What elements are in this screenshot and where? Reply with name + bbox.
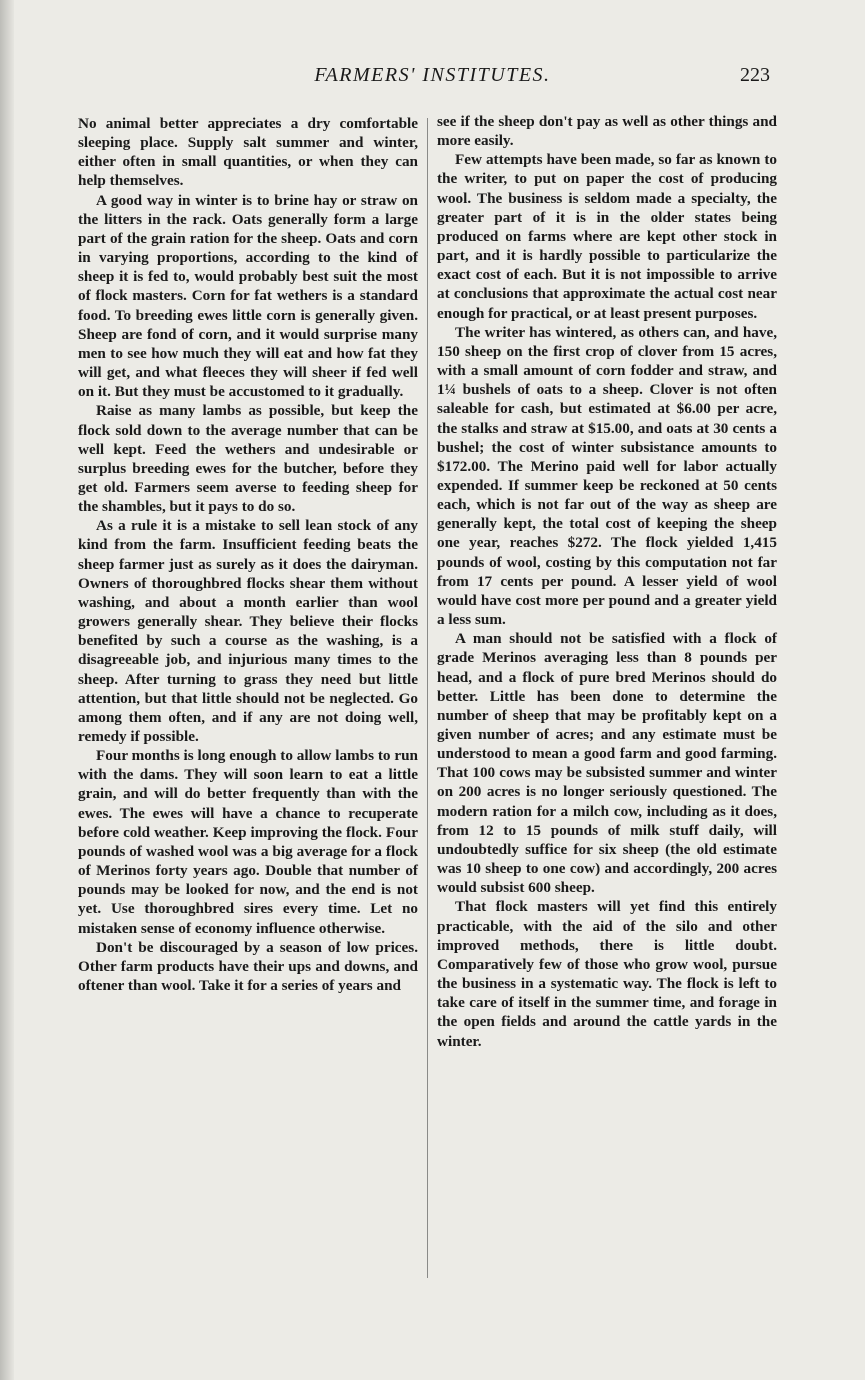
paragraph: Raise as many lambs as possible, but keep the flock sold down to the average number that can be well kept. Feed the wethers and undesirable or surplus breeding ewes for the butcher, before they get old. Farmers seem averse to feeding sheep for the shambles, but it pays to do so. [78, 402, 418, 516]
page-number: 223 [740, 64, 770, 86]
paragraph: No animal better appreciates a dry comfortable sleeping place. Supply salt summer and winter, either often in small quantities, or when they can help themselves. [78, 115, 418, 190]
left-column [78, 114, 418, 995]
paragraph: A good way in winter is to brine hay or straw on the litters in the rack. Oats generally form a large part of the grain ration for the sheep. Oats and corn in varying proportions, according to the kind of sheep it is fed to, would probably best suit the most of flock masters. Corn for fat wethers is a standard food. To breeding ewes little corn is generally given. Sheep are fond of corn, and it would surprise many men to see how much they will eat and how fat they will get, and what fleeces they will sheer if fed well on it. But they must be accustomed to it gradually. [78, 191, 418, 401]
right-column [437, 112, 777, 1051]
paragraph: see if the sheep don't pay as well as other things and more easily. [437, 113, 777, 150]
page-spine-shadow [0, 0, 14, 1380]
paragraph: The writer has wintered, as others can, and have, 150 sheep on the first crop of clover from 15 acres, with a small amount of corn fodder and straw, and 1¼ bushels of oats to a sheep. Clover is not often saleable for cash, but estimated at $6.00 per acre, the stalks and straw at $15.00, and oats at 30 cents a bushel; the cost of winter subsistance amounts to $172.00. The Merino paid well for labor actually expended. If summer keep be reckoned at 50 cents each, which is not far out of the way as sheep are generally kept, the total cost of keeping the sheep one year, reaches $272. The flock yielded 1,415 pounds of wool, costing by this computation not far from 17 cents per pound. A lesser yield of wool would have cost more per pound and a greater yield a less sum. [437, 323, 777, 629]
paragraph: A man should not be satisfied with a flock of grade Merinos averaging less than 8 pounds per head, and a flock of pure bred Merinos should do better. Little has been done to determine the number of sheep that may be profitably kept on a given number of acres; and any estimate must be understood to mean a good farm and good farming. That 100 cows may be subsisted summer and winter on 200 acres is no longer seriously questioned. The modern ration for a milch cow, including as it does, from 12 to 15 pounds of milk stuff daily, will undoubtedly suffice for six sheep (the old estimate was 10 sheep to one cow) and accordingly, 200 acres would subsist 600 sheep. [437, 630, 777, 897]
paragraph: Four months is long enough to allow lambs to run with the dams. They will soon learn to eat a little grain, and will do better frequently than with the ewes. The ewes will have a chance to recuperate before cold weather. Keep improving the flock. Four pounds of washed wool was a big average for a flock of Merinos forty years ago. Double that number of pounds may be looked for now, and the end is not yet. Use thoroughbred sires every time. Let no mistaken sense of economy influence otherwise. [78, 747, 418, 937]
paragraph: As a rule it is a mistake to sell lean stock of any kind from the farm. Insufficient feeding beats the sheep farmer just as surely as it does the dairyman. Owners of thoroughbred flocks shear them without washing, and about a month earlier than wool growers generally shear. They believe their flocks benefited by such a course as the washing, is a disagreeable job, and injurious many times to the sheep. After turning to grass they need but little attention, but that little should not be neglected. Go among them often, and if any are not doing well, remedy if possible. [78, 517, 418, 745]
paragraph: Few attempts have been made, so far as known to the writer, to put on paper the cost of producing wool. The business is seldom made a specialty, the greater part of it is in the older states being produced on farms where are kept other stock in part, and it is hardly possible to particularize the exact cost of each. But it is not impossible to arrive at conclusions that approximate the actual cost near enough for practical, or at least present purposes. [437, 151, 777, 322]
column-divider [427, 118, 428, 1278]
running-head-title: FARMERS' INSTITUTES. [314, 64, 551, 86]
paragraph: That flock masters will yet find this entirely practicable, with the aid of the silo and other improved methods, there is little doubt. Comparatively few of those who grow wool, pursue the business in a systematic way. The flock is left to take care of itself in the summer time, and forage in the open fields and around the cattle yards in the winter. [437, 898, 777, 1050]
paragraph: Don't be discouraged by a season of low prices. Other farm products have their ups and downs, and oftener than wool. Take it for a series of years and [78, 938, 418, 995]
